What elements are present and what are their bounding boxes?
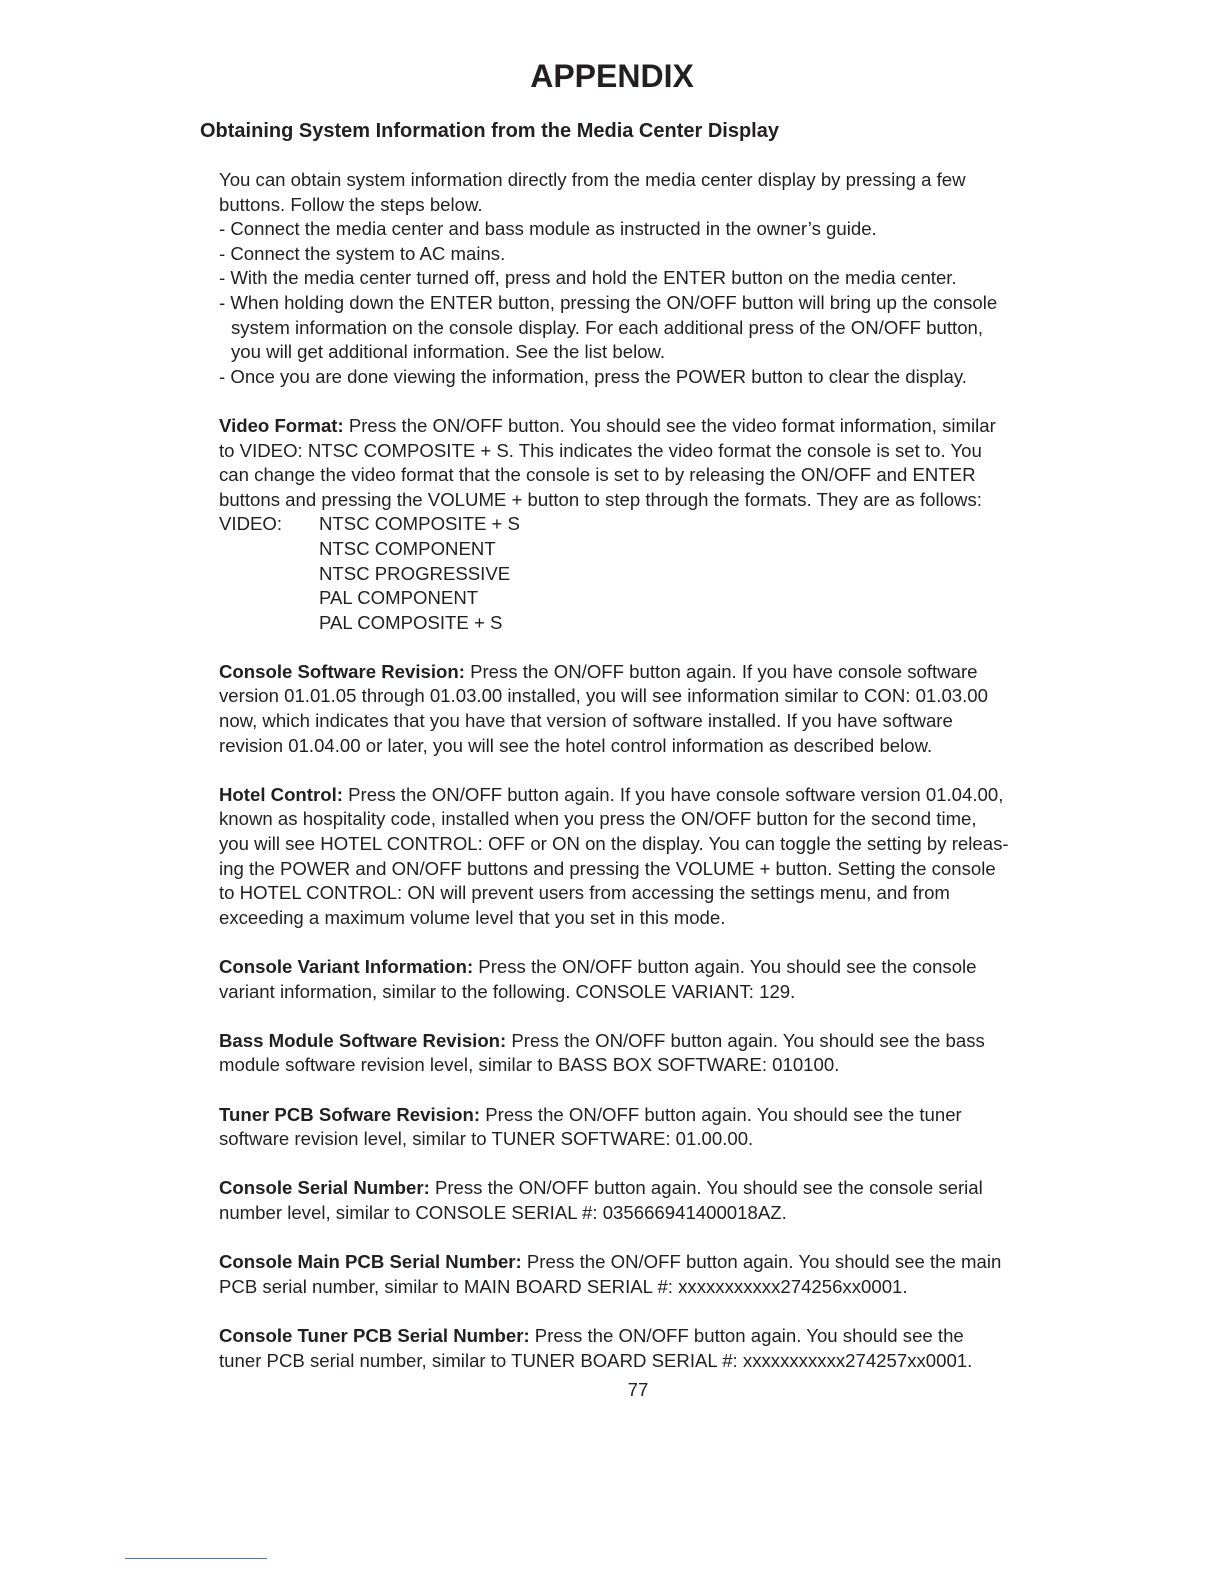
video-format-list-item [219,562,1099,587]
paragraph-text: Press the ON/OFF button again. If you have console software version 01.04.00, [342,783,1004,805]
tuner-pcb-paragraph [219,1103,1099,1128]
video-format-option: NTSC PROGRESSIVE [319,562,511,584]
step-item-continuation: system information on the console display. For each additional press of the ON/OFF button, [231,316,984,338]
page-number: 77 [627,1379,649,1400]
paragraph-line: now, which indicates that you have that version of software installed. If you have software [219,710,953,732]
document-body [219,168,1099,1373]
paragraph-line: software revision level, similar to TUNER SOFTWARE: 01.00.00. [219,1128,754,1150]
paragraph-text: Press the ON/OFF button again. You should see the console serial [429,1177,983,1199]
page-title: APPENDIX [530,58,694,94]
paragraph-line: ing the POWER and ON/OFF buttons and pressing the VOLUME + button. Setting the console [219,857,996,879]
paragraph-line: version 01.01.05 through 01.03.00 installed, you will see information similar to CON: 01.03.00 [219,685,988,707]
video-format-list-item [219,586,1099,611]
paragraph-line: exceeding a maximum volume level that you set in this mode. [219,906,726,928]
intro-line: You can obtain system information directly from the media center display by pressing a few [219,169,966,190]
tuner-pcb-heading: Tuner PCB Sofware Revision: [219,1103,481,1125]
step-item: - With the media center turned off, press and hold the ENTER button on the media center. [219,267,957,289]
video-format-list-item [219,512,1099,537]
video-label: VIDEO: [219,513,283,535]
bass-module-heading: Bass Module Software Revision: [219,1029,507,1051]
paragraph-line: PCB serial number, similar to MAIN BOARD SERIAL #: xxxxxxxxxxx274256xx0001. [219,1275,908,1297]
paragraph-line: module software revision level, similar to BASS BOX SOFTWARE: 010100. [219,1054,840,1076]
paragraph-line: tuner PCB serial number, similar to TUNER BOARD SERIAL #: xxxxxxxxxxx274257xx0001. [219,1349,973,1371]
paragraph-line: variant information, similar to the following. CONSOLE VARIANT: 129. [219,980,796,1002]
console-variant-paragraph [219,955,1099,980]
console-variant-heading: Console Variant Information: [219,956,474,977]
step-item: - Connect the media center and bass module as instructed in the owner’s guide. [219,218,877,240]
paragraph-text: Press the ON/OFF button again. You should see the console [473,956,977,977]
main-pcb-serial-paragraph [219,1250,1099,1275]
main-pcb-serial-heading: Console Main PCB Serial Number: [219,1251,522,1273]
console-serial-paragraph [219,1176,1099,1201]
console-software-paragraph [219,660,1099,685]
paragraph-text: Press the ON/OFF button again. If you have console software [464,660,978,682]
video-format-paragraph [219,414,1099,439]
paragraph-text: Press the ON/OFF button again. You should see the [529,1324,964,1346]
video-format-list-item [219,611,1099,636]
console-software-heading: Console Software Revision: [219,660,465,682]
tuner-pcb-serial-heading: Console Tuner PCB Serial Number: [219,1324,530,1346]
video-format-option: NTSC COMPOSITE + S [319,513,520,535]
video-format-option: NTSC COMPONENT [319,537,496,559]
video-format-option: PAL COMPONENT [319,587,479,609]
paragraph-line: can change the video format that the console is set to by releasing the ON/OFF and ENTER [219,464,976,486]
video-format-option: PAL COMPOSITE + S [319,611,503,633]
video-format-list-item [219,537,1099,562]
intro-line: buttons. Follow the steps below. [219,193,483,215]
paragraph-line: to HOTEL CONTROL: ON will prevent users from accessing the settings menu, and from [219,882,950,904]
paragraph-text: Press the ON/OFF button. You should see the video format information, similar [343,414,996,436]
paragraph-line: to VIDEO: NTSC COMPOSITE + S. This indicates the video format the console is set to. You [219,439,982,461]
console-serial-heading: Console Serial Number: [219,1177,430,1199]
paragraph-text: Press the ON/OFF button again. You should see the bass [506,1029,985,1051]
tuner-pcb-serial-paragraph [219,1324,1099,1349]
hotel-control-heading: Hotel Control: [219,783,343,805]
video-format-heading: Video Format: [219,414,344,436]
paragraph-line: known as hospitality code, installed when you press the ON/OFF button for the second time, [219,808,977,830]
paragraph-line: revision 01.04.00 or later, you will see the hotel control information as described below. [219,734,933,756]
step-item-continuation: you will get additional information. See the list below. [231,341,666,363]
step-item: - When holding down the ENTER button, pressing the ON/OFF button will bring up the console [219,291,998,313]
paragraph-text: Press the ON/OFF button again. You should see the tuner [480,1103,962,1125]
step-item: - Once you are done viewing the information, press the POWER button to clear the display. [219,365,967,387]
paragraph-line: number level, similar to CONSOLE SERIAL #: 035666941400018AZ. [219,1201,787,1223]
footnote-divider [125,1558,267,1559]
section-heading: Obtaining System Information from the Media Center Display [200,120,779,142]
paragraph-line: you will see HOTEL CONTROL: OFF or ON on the display. You can toggle the setting by releas- [219,833,1009,855]
paragraph-text: Press the ON/OFF button again. You should see the main [521,1251,1002,1273]
hotel-control-paragraph [219,783,1099,808]
bass-module-paragraph [219,1029,1099,1054]
paragraph-line: buttons and pressing the VOLUME + button to step through the formats. They are as follows: [219,488,982,510]
step-item: - Connect the system to AC mains. [219,242,506,264]
